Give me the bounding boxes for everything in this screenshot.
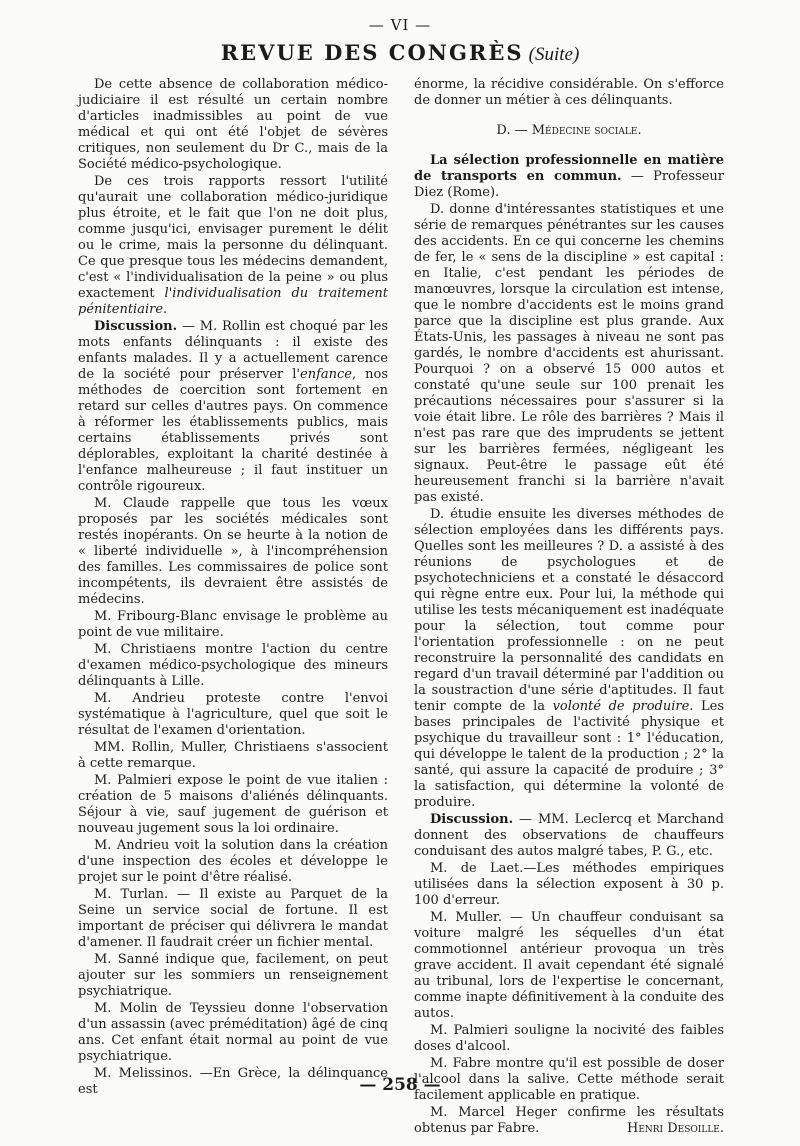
paragraph: M. Fribourg-Blanc envisage le problème au point de vue militaire.: [78, 609, 388, 640]
title-main: REVUE DES CONGRÈS: [220, 40, 524, 65]
left-column: [78, 77, 388, 1099]
paragraph: M. Melissinos. —En Grèce, la délinquance est: [78, 1066, 388, 1097]
paragraph: M. Claude rappelle que tous les vœux proposés par les sociétés médicales sont restés inopérants. On se heurte à la notion de « liberté individuelle », à l'incompréhension des familles. Les commissaires de police sont incompétents, ils devraient être assistés de médecins.: [78, 496, 388, 607]
paragraph: M. Palmieri expose le point de vue italien : création de 5 maisons d'aliénés délinquants. Séjour à vie, sauf jugement de guérison et nouveau jugement sous la loi ordinaire.: [78, 773, 388, 836]
paragraph: M. Andrieu proteste contre l'envoi systématique à l'agriculture, quel que soit le résultat de l'examen d'orientation.: [78, 691, 388, 738]
paragraph: M. Christiaens montre l'action du centre d'examen médico-psychologique des mineurs délinquants à Lille.: [78, 642, 388, 689]
title-subtitle: (Suite): [528, 44, 580, 65]
paragraph: M. Turlan. — Il existe au Parquet de la Seine un service social de fortune. Il est important de préciser qui délivrera le mandat d'amener. Il faudrait créer un fichier mental.: [78, 887, 388, 950]
paragraph: MM. Rollin, Muller, Christiaens s'associent à cette remarque.: [78, 740, 388, 771]
paragraph: M. Palmieri souligne la nocivité des faibles doses d'alcool.: [414, 1023, 724, 1054]
right-column: [414, 77, 724, 1138]
paragraph: De cette absence de collaboration médico-judiciaire il est résulté un certain nombre d'articles inadmissibles au point de vue médical et qui ont été l'objet de sévères critiques, non seulement du Dr C., mais de la Société médico-psychologique.: [78, 77, 388, 172]
paragraph: Discussion. — M. Rollin est choqué par les mots enfants délinquants : il existe des enfants malades. Il y a actuellement carence de la société pour préserver l'enfance, nos méthodes de coercition sont fortement en retard sur celles d'autres pays. On commence à réformer les établissements publics, mais certains établissements privés sont déplorables, exploitant la charité destinée à l'enfance malheureuse ; il faut instituer un contrôle rigoureux.: [78, 319, 388, 494]
page-roman-numeral: — VI —: [368, 16, 432, 34]
paragraph: M. de Laet.—Les méthodes empiriques utilisées dans la sélection exposent à 30 p. 100 d'erreur.: [414, 861, 724, 908]
paragraph: D. étudie ensuite les diverses méthodes de sélection employées dans les différents pays. Quelles sont les meilleures ? D. a assisté à des réunions de psychologues et de psychotechniciens et a constaté le désaccord qui règne entre eux. Pour lui, la méthode qui utilise les tests mécaniquement est inadéquate pour la sélection, tout comme pour l'orientation professionnelle : on ne peut reconstruire la personnalité des candidats en regard d'un travail déterminé par l'addition ou la soustraction d'une série d'aptitudes. Il faut tenir compte de la volonté de produire. Les bases principales de l'activité physique et psychique du travailleur sont : 1° l'éducation, qui développe le talent de la production ; 2° la santé, qui assure la capacité de produire ; 3° la satisfaction, qui détermine la volonté de produire.: [414, 507, 725, 810]
paragraph: D. donne d'intéressantes statistiques et une série de remarques pénétrantes sur les causes des accidents. En ce qui concerne les chemins de fer, le « sens de la discipline » est capital : en Italie, c'est pendant les périodes de manœuvres, lorsque la circulation est intense, que le nombre d'accidents est le moins grand parce que la discipline est plus grande. Aux États-Unis, les passages à niveau ne sont pas gardés, le nombre d'accidents est ahurissant. Pourquoi ? on a observé 15 000 autos et constaté qu'une seule sur 100 prenait les précautions nécessaires pour s'assurer si la voie était libre. Le rôle des barrières ? Mais il n'est pas rare que des imprudents se jettent sur les barrières fermées, négligeant les signaux. Peut-être le passage eût été heureusement franchi si la barrière n'avait pas existé.: [414, 202, 724, 505]
paragraph: De ces trois rapports ressort l'utilité qu'aurait une collaboration médico-juridique plus étroite, et le fait que l'on ne doit plus, comme jusqu'ici, envisager purement le délit ou le crime, mais la personne du délinquant. Ce que presque tous les médecins demandent, c'est « l'individualisation de la peine » ou plus exactement l'individualisation du traitement pénitentiaire.: [78, 174, 388, 317]
paragraph: M. Fabre montre qu'il est possible de doser l'alcool dans la salive. Cette méthode serait facilement applicable en pratique.: [414, 1056, 724, 1103]
page-title: [0, 40, 800, 66]
paragraph: M. Marcel Heger confirme les résultats obtenus par Fabre. Henri Desoille.: [414, 1105, 724, 1136]
paragraph: La sélection professionnelle en matière de transports en commun. — Professeur Diez (Rome).: [414, 153, 724, 200]
paragraph: M. Molin de Teyssieu donne l'observation d'un assassin (avec préméditation) âgé de cinq ans. Cet enfant était normal au point de vue psychiatrique.: [78, 1001, 388, 1064]
paragraph: M. Sanné indique que, facilement, on peut ajouter sur les sommiers un renseignement psychiatrique.: [78, 952, 388, 999]
page-number: — 258 —: [359, 1075, 441, 1095]
paragraph: M. Muller. — Un chauffeur conduisant sa voiture malgré les séquelles d'un état commotionnel antérieur provoqua un très grave accident. Il avait cependant été signalé au tribunal, lors de l'expertise le concernant, comme inapte définitivement à la conduite des autos.: [414, 910, 724, 1021]
paragraph: M. Andrieu voit la solution dans la création d'une inspection des écoles et développe le projet sur le point d'être réalisé.: [78, 838, 388, 885]
author-signature: Henri Desoille.: [627, 1121, 724, 1136]
paragraph: énorme, la récidive considérable. On s'efforce de donner un métier à ces délinquants.: [414, 77, 724, 108]
section-heading: D. — Médecine sociale.: [496, 123, 642, 138]
paragraph: Discussion. — MM. Leclercq et Marchand donnent des observations de chauffeurs conduisant des autos malgré tabes, P. G., etc.: [414, 812, 724, 859]
